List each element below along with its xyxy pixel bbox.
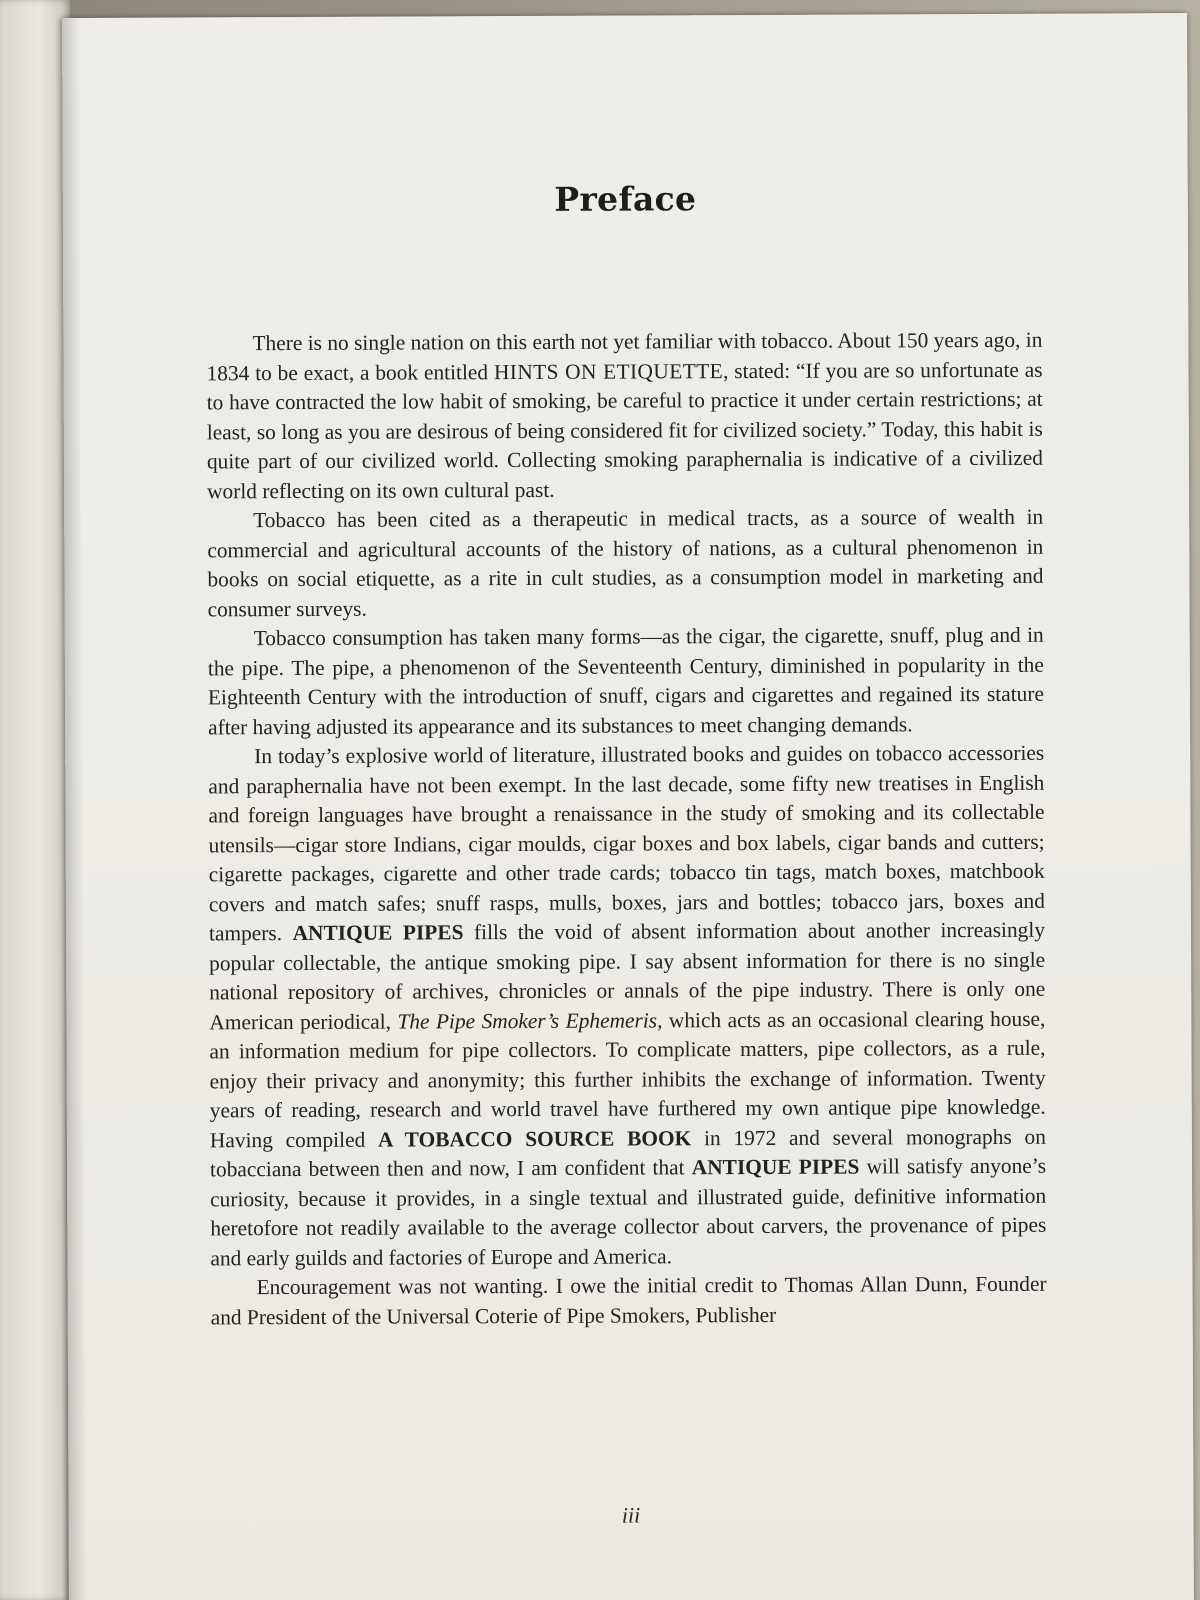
paragraph-4-text-b: fills the void of absent information about another increasingly popular collectable, the antique smoking pipe. I say absent information for there is no single national repository of archives, chronicles or annals of the pipe industry. There is only one American periodical,: [209, 917, 1046, 1034]
paragraph-1-text-continued: , stated: “If you are so unfortunate as to have contracted the low habit of smoking, be careful to practice it under certain restrictions; at least, so long as you are desirous of being considered fit for civilized society.” Today, this habit is quite part of our civilized world. Collecting smoking paraphernalia is indicative of a civilized world reflecting on its own cultural past.: [206, 357, 1043, 503]
paragraph-4-text-a: In today’s explosive world of literature, illustrated books and guides on tobacco accessories and paraphernalia have not been exempt. In the last decade, some fifty new treatises in English and foreign languages have brought a renaissance in the study of smoking and its collectable utensils—cigar store Indians, cigar moulds, cigar boxes and box labels, cigar bands and cutters; cigarette packages, cigarette and other trade cards; tobacco tin tags, match boxes, matchbook covers and match safes; snuff rasps, mulls, boxes, jars and bottles; tobacco jars, boxes and tampers.: [208, 740, 1045, 946]
book-page: [62, 13, 1194, 1600]
book-title-antique-pipes: ANTIQUE PIPES: [292, 920, 464, 946]
paragraph-1: [206, 326, 1043, 507]
paragraph-4-text-d: in 1972 and several monographs on tobacciana between then and now, I am confident that: [209, 1124, 1046, 1182]
page-title: Preface: [554, 179, 697, 219]
paragraph-5: Encouragement was not wanting. I owe the initial credit to Thomas Allan Dunn, Founder and President of the Universal Coterie of Pipe Smokers, Publisher: [210, 1271, 1047, 1329]
paragraph-3: Tobacco consumption has taken many forms—as the cigar, the cigarette, snuff, plug and in the pipe. The pipe, a phenomenon of the Seventeenth Century, diminished in popularity in the Eighteenth Century with the introduction of snuff, cigars and cigarettes and regained its stature after having adjusted its appearance and its substances to meet changing demands.: [207, 622, 1045, 739]
book-title-antique-pipes-2: ANTIQUE PIPES: [691, 1154, 860, 1180]
paragraph-2: Tobacco has been cited as a therapeutic in medical tracts, as a source of wealth in commercial and agricultural accounts of the history of nations, as a cultural phenomenon in books on social etiquette, as a rite in cult studies, as a consumption model in marketing and consumer surveys.: [207, 504, 1044, 621]
paragraph-4-text-c: which acts as an occasional clearing house, an information medium for pipe collectors. To complicate matters, pipe collectors, as a rule, enjoy their privacy and anonymity; this further inhibits the exchange of information. Twenty years of reading, research and world travel have furthered my own antique pipe knowledge. Having compiled: [209, 1006, 1046, 1152]
paragraph-4: [208, 739, 1046, 1274]
previous-page-edge: [0, 0, 70, 1600]
paragraph-4-text-e: will satisfy anyone’s curiosity, because it provides, in a single textual and illustrated guide, definitive information heretofore not readily available to the average collector about carvers, the provenance of pipes and early guilds and factories of Europe and America.: [210, 1153, 1047, 1270]
paragraph-1-text: There is no single nation on this earth not yet familiar with tobacco. About 150 years ago, in 1834 to be exact, a book entitled: [206, 327, 1043, 385]
preface-body: [206, 326, 1046, 1333]
page-number: iii: [621, 1502, 641, 1528]
book-title-tobacco-source-book: A TOBACCO SOURCE BOOK: [377, 1125, 692, 1152]
book-title-hints-on-etiquette: HINTS ON ETIQUETTE: [493, 358, 724, 384]
periodical-title: The Pipe Smoker’s Ephemeris,: [397, 1007, 663, 1034]
